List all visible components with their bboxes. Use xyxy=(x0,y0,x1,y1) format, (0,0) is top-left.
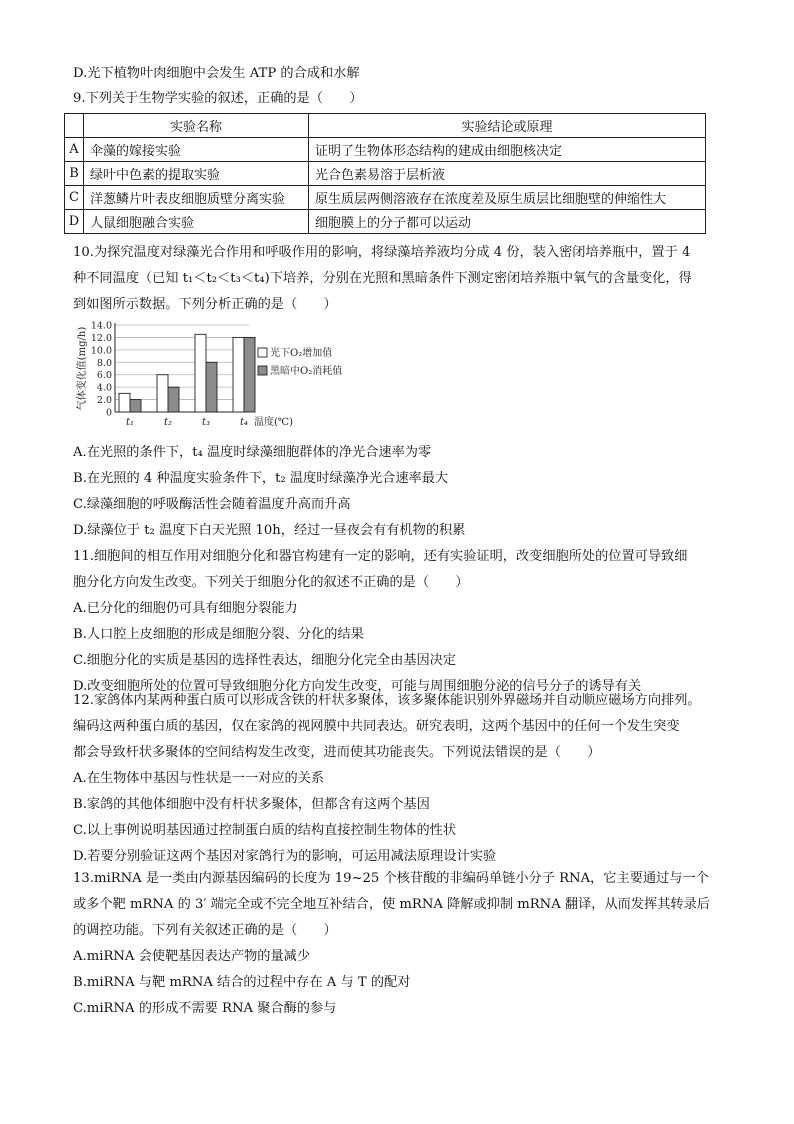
bar-dark xyxy=(168,387,179,412)
option-d: D.改变细胞所处的位置可导致细胞分化方向发生改变，可能与周围细胞分泌的信号分子的诱导有关 xyxy=(73,679,642,694)
option-a: A.在生物体中基因与性状是一一对应的关系 xyxy=(73,771,325,786)
x-tick-label: t₂ xyxy=(163,417,173,428)
option-b: B.miRNA 与靶 mRNA 结合的过程中存在 A 与 T 的配对 xyxy=(73,975,411,990)
table-cell: B xyxy=(65,162,84,186)
legend-swatch xyxy=(258,348,267,357)
q12-stem xyxy=(73,688,721,766)
bar-light xyxy=(157,375,168,412)
option-c: C.以上事例说明基因通过控制蛋白质的结构直接控制生物体的性状 xyxy=(73,823,457,838)
y-tick-label: 8.0 xyxy=(96,357,112,369)
option-d: D.若要分别验证这两个基因对家鸽行为的影响，可运用减法原理设计实验 xyxy=(73,849,497,864)
table-cell: 洋葱鳞片叶表皮细胞质壁分离实验 xyxy=(84,186,309,210)
option-c: C.细胞分化的实质是基因的选择性表达，细胞分化完全由基因决定 xyxy=(73,653,457,668)
stem-line: 11.细胞间的相互作用对细胞分化和器官构建有一定的影响，还有实验证明，改变细胞所处的位置可导致细 xyxy=(73,549,688,564)
bar-light xyxy=(195,334,206,412)
option-b: B.家鸽的其他体细胞中没有杆状多聚体，但都含有这两个基因 xyxy=(73,797,430,812)
stem-line: 10.为探究温度对绿藻光合作用和呼吸作用的影响，将绿藻培养液均分成 4 份，装入密闭培养瓶中，置于 4 xyxy=(73,245,691,260)
stem-line: 到如图所示数据。下列分析正确的是（ ） xyxy=(73,297,337,312)
table-header-cell: 实验名称 xyxy=(84,114,309,138)
table-row xyxy=(65,138,706,162)
stem-line: 或多个靶 mRNA 的 3′ 端完全或不完全地互补结合，使 mRNA 降解或抑制 mRNA 翻译，从而发挥其转录后 xyxy=(73,897,710,912)
table-cell: D xyxy=(65,210,84,234)
y-tick-label: 4.0 xyxy=(96,382,112,394)
stem-line: 都会导致杆状多聚体的空间结构发生改变，进而使其功能丧失。下列说法错误的是（ ） xyxy=(73,745,601,760)
table-row xyxy=(65,210,706,234)
stem-line: 种不同温度（已知 t₁＜t₂＜t₃＜t₄)下培养，分别在光照和黑暗条件下测定密闭培养瓶中氧气的含量变化，得 xyxy=(73,271,692,286)
table-cell: 人鼠细胞融合实验 xyxy=(84,210,309,234)
table-cell: 原生质层两侧溶液存在浓度差及原生质层比细胞壁的伸缩性大 xyxy=(309,186,706,210)
y-tick-label: 10.0 xyxy=(90,345,112,357)
q11-stem xyxy=(73,544,721,596)
table-cell: 伞藻的嫁接实验 xyxy=(84,138,309,162)
table-cell: A xyxy=(65,138,84,162)
stem-line: 胞分化方向发生改变。下列关于细胞分化的叙述不正确的是（ ） xyxy=(73,575,469,590)
q9-experiment-table xyxy=(64,113,706,234)
option-d: D.绿藻位于 t₂ 温度下白天光照 10h，经过一昼夜会有有机物的积累 xyxy=(73,523,466,538)
table-cell: 绿叶中色素的提取实验 xyxy=(84,162,309,186)
x-tick-label: t₃ xyxy=(201,417,211,428)
q9-stem: 9.下列关于生物学实验的叙述，正确的是（ ） xyxy=(73,91,363,106)
table-header-cell xyxy=(65,114,84,138)
y-tick-label: 2.0 xyxy=(96,395,112,407)
q10-options xyxy=(73,440,721,544)
table-header-row xyxy=(65,114,706,138)
legend-label: 黑暗中O₂消耗值 xyxy=(270,366,343,377)
option-a: A.已分化的细胞仍可具有细胞分裂能力 xyxy=(73,601,298,616)
bar-dark xyxy=(206,362,217,412)
table-cell: 光合色素易溶于层析液 xyxy=(309,162,706,186)
bar-dark xyxy=(244,337,255,412)
x-tick-label: t₄ xyxy=(239,417,249,428)
option-a: A.miRNA 会使靶基因表达产物的量减少 xyxy=(73,949,311,964)
table-header-cell: 实验结论或原理 xyxy=(309,114,706,138)
legend-label: 光下O₂增加值 xyxy=(270,348,333,359)
bar-dark xyxy=(130,400,141,412)
y-tick-label: 14.0 xyxy=(90,320,112,332)
stem-line: 编码这两种蛋白质的基因，仅在家鸽的视网膜中共同表达。研究表明，这两个基因中的任何一个发生突变 xyxy=(73,719,680,734)
table-cell: 证明了生物体形态结构的建成由细胞核决定 xyxy=(309,138,706,162)
y-tick-label: 12.0 xyxy=(90,332,112,344)
y-tick-label: 6.0 xyxy=(96,370,112,382)
stem-line: 12.家鸽体内某两种蛋白质可以形成含铁的杆状多聚体，该多聚体能识别外界磁场并自动顺应磁场方向排列。 xyxy=(73,693,701,708)
option-a: A.在光照的条件下，t₄ 温度时绿藻细胞群体的净光合速率为零 xyxy=(73,445,432,460)
table-row xyxy=(65,186,706,210)
table-row xyxy=(65,162,706,186)
q13-stem xyxy=(73,866,721,944)
y-tick-label: 0 xyxy=(105,407,112,419)
table-cell: C xyxy=(65,186,84,210)
legend-swatch xyxy=(258,366,267,375)
q12-options xyxy=(73,766,721,870)
bar-light xyxy=(233,337,244,412)
table-cell: 细胞膜上的分子都可以运动 xyxy=(309,210,706,234)
q10-stem xyxy=(73,240,721,318)
y-axis-label: 气体变化值(mg/h) xyxy=(77,326,88,411)
x-tick-label: t₁ xyxy=(125,417,135,428)
stem-line: 的调控功能。下列有关叙述正确的是（ ） xyxy=(73,923,337,938)
q11-options xyxy=(73,596,721,700)
x-axis-label: 温度(℃) xyxy=(254,417,293,428)
option-c: C.绿藻细胞的呼吸酶活性会随着温度升高而升高 xyxy=(73,497,351,512)
option-b: B.在光照的 4 种温度实验条件下，t₂ 温度时绿藻净光合速率最大 xyxy=(73,471,449,486)
q10-bar-chart xyxy=(73,318,373,436)
bar-light xyxy=(119,393,130,412)
option-b: B.人口腔上皮细胞的形成是细胞分裂、分化的结果 xyxy=(73,627,364,642)
option-c: C.miRNA 的形成不需要 RNA 聚合酶的参与 xyxy=(73,1001,337,1016)
q13-options xyxy=(73,944,721,1022)
q8-option-d: D.光下植物叶肉细胞中会发生 ATP 的合成和水解 xyxy=(73,66,360,81)
stem-line: 13.miRNA 是一类由内源基因编码的长度为 19~25 个核苷酸的非编码单链小分子 RNA，它主要通过与一个 xyxy=(73,871,709,886)
